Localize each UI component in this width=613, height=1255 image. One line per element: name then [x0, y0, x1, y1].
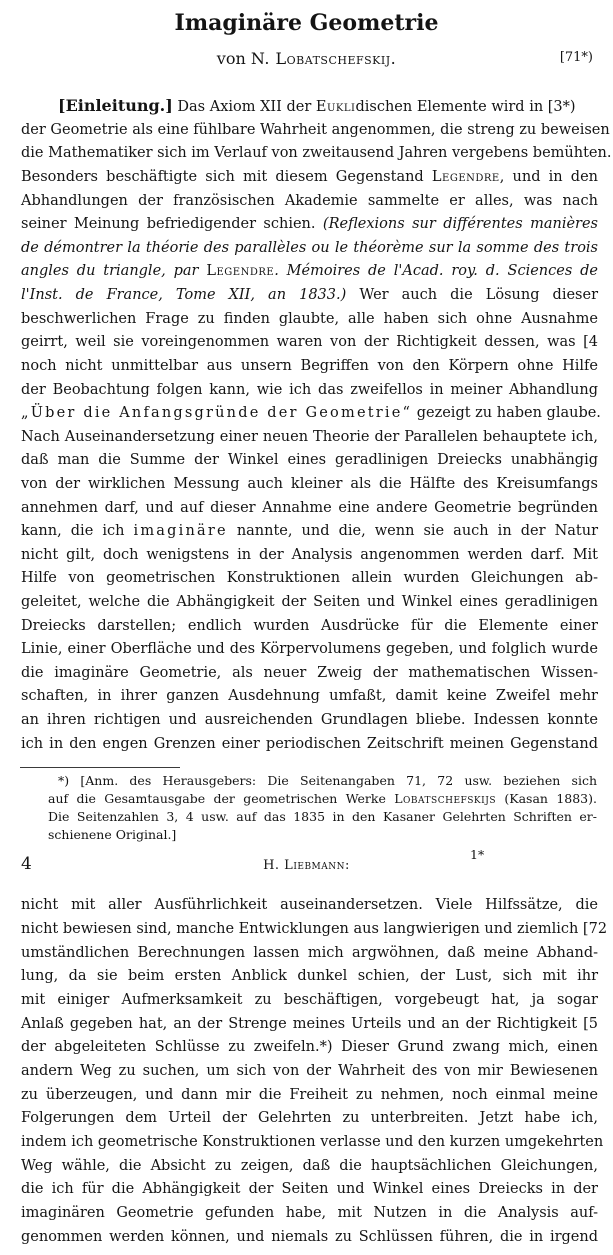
text-line: schaften, in ihrer ganzen Ausdehnung umfaßt, damit keine Zweifel mehr	[21, 688, 598, 704]
text-line: geirrt, weil sie voreingenommen waren von der Richtigkeit dessen, was [4	[21, 334, 598, 350]
name-legendre: Legendre	[206, 263, 275, 279]
text-fragment: kann, die ich	[21, 523, 125, 539]
text-line: Hilfe von geometrischen Konstruktionen allein wurden Gleichungen ab-	[21, 570, 598, 586]
text-line: der Geometrie als eine fühlbare Wahrheit angenommen, die streng zu beweisen	[21, 122, 610, 138]
page-title: Imaginäre Geometrie	[174, 10, 439, 36]
text-fragment: l'Inst. de France, Tome XII, an 1833.)	[21, 287, 347, 303]
emphasis: imaginäre	[133, 523, 228, 539]
text-fragment: Wer auch die Lösung dieser	[359, 287, 598, 303]
text-line: die ich für die Abhängigkeit der Seiten und Winkel eines Dreiecks in der	[21, 1181, 598, 1197]
text-line: der abgeleiteten Schlüsse zu zweifeln.*) Dieser Grund zwang mich, einen	[21, 1039, 598, 1055]
text-line	[21, 260, 598, 282]
text-line: nicht bewiesen sind, manche Entwicklungen aus langwierigen und ziemlich [72	[21, 921, 608, 937]
text-line: de démontrer la théorie des parallèles ou le théorème sur la somme des trois	[21, 240, 598, 256]
footnote-line: schienene Original.]	[48, 827, 177, 842]
text-line: von der wirklichen Messung auch kleiner als die Hälfte des Kreisumfangs	[21, 476, 598, 492]
text-line: Abhandlungen der französischen Akademie sammelte er alles, was nach	[21, 193, 598, 209]
text-line: imaginären Geometrie gefunden habe, mit Nutzen in die Analysis auf-	[21, 1205, 598, 1221]
text-line: genommen werden können, und niemals zu Schlüssen führen, die in irgend	[21, 1229, 598, 1245]
text-fragment: auf die Gesamtausgabe der geometrischen Werke	[48, 791, 386, 806]
text-line: nicht mit aller Ausführlichkeit auseinandersetzen. Viele Hilfssätze, die	[21, 897, 598, 913]
footnote-line	[48, 790, 597, 808]
text-line	[21, 166, 598, 188]
page-number: 4	[21, 854, 32, 874]
text-line	[21, 402, 601, 424]
text-line: umständlichen Berechnungen lassen mich argwöhnen, daß meine Abhand-	[21, 945, 598, 961]
section-heading: [Einleitung.]	[58, 96, 173, 115]
name-legendre: Legendre	[431, 169, 500, 185]
author-prefix: von	[216, 49, 246, 68]
page-marker: [71*)	[559, 50, 593, 65]
text-line: lung, da sie beim ersten Anblick dunkel schien, der Lust, sich mit ihr	[21, 968, 598, 984]
text-line: an ihren richtigen und ausreichenden Grundlagen bliebe. Indessen konnte	[21, 712, 598, 728]
text-line: Nach Auseinandersetzung einer neuen Theorie der Parallelen behauptete ich,	[21, 429, 598, 445]
text-line: indem ich geometrische Konstruktionen verlasse und den kurzen umgekehrten	[21, 1134, 604, 1150]
text-fragment: (Kasan 1883).	[504, 791, 597, 806]
text-line: annehmen darf, und auf dieser Annahme eine andere Geometrie begründen	[21, 500, 598, 516]
text-line: Anlaß gegeben hat, an der Strenge meines Urteils und an der Richtigkeit [5	[21, 1016, 598, 1032]
text-line: die imaginäre Geometrie, als neuer Zweig der mathematischen Wissen-	[21, 665, 598, 681]
text-line: zu überzeugen, und dann mir die Freiheit zu nehmen, noch einmal meine	[21, 1087, 598, 1103]
text-fragment: Das Axiom XII der	[177, 99, 312, 115]
text-line: beschwerlichen Frage zu finden glaubte, alle haben sich ohne Ausnahme	[21, 311, 598, 327]
text-line: ich in den engen Grenzen einer periodischen Zeitschrift meinen Gegenstand	[21, 736, 598, 752]
text-line: Folgerungen dem Urteil der Gelehrten zu unterbreiten. Jetzt habe ich,	[21, 1110, 598, 1126]
text-line: geleitet, welche die Abhängigkeit der Seiten und Winkel eines geradlinigen	[21, 594, 598, 610]
text-line: Weg wähle, die Absicht zu zeigen, daß die hauptsächlichen Gleichungen,	[21, 1158, 598, 1174]
text-fragment: gezeigt zu haben glaube.	[416, 405, 601, 421]
running-head: H. Liebmann:	[263, 858, 350, 873]
text-fragment: dischen Elemente wird in [3*)	[355, 99, 576, 115]
author-name: N. Lobatschefskij.	[250, 49, 397, 68]
text-line	[58, 95, 576, 118]
text-line: noch nicht unmittelbar aus unsern Begriffen von den Körpern ohne Hilfe	[21, 358, 598, 374]
footnote-divider	[20, 767, 180, 768]
text-line: Linie, einer Oberfläche und des Körpervolumens gegeben, und folglich wurde	[21, 641, 598, 657]
text-fragment: (Reflexions sur différentes manières	[322, 216, 598, 232]
name-euklid: Eukli	[315, 99, 356, 115]
text-line: die Mathematiker sich im Verlauf von zweitausend Jahren vergebens bemühten.	[21, 145, 612, 161]
signature-mark: 1*	[470, 847, 485, 862]
text-fragment: angles du triangle, par	[21, 263, 199, 279]
cited-title: „Über die Anfangsgründe der Geometrie“	[21, 405, 413, 421]
footnote-line: Die Seitenzahlen 3, 4 usw. auf das 1835 in den Kasaner Gelehrten Schriften er-	[48, 809, 597, 824]
text-line: Dreiecks darstellen; endlich wurden Ausdrücke für die Elemente einer	[21, 618, 598, 634]
text-fragment: . Mémoires de l'Acad. roy. d. Sciences de	[274, 263, 598, 279]
footnote-line: *) [Anm. des Herausgebers: Die Seitenangaben 71, 72 usw. beziehen sich	[58, 773, 597, 788]
text-line: mit einiger Aufmerksamkeit zu beschäftigen, vorgebeugt hat, ja sogar	[21, 992, 598, 1008]
text-line	[21, 213, 598, 235]
text-line: andern Weg zu suchen, um sich von der Wahrheit des von mir Bewiesenen	[21, 1063, 598, 1079]
text-line: nicht gilt, doch wenigstens in der Analysis angenommen werden darf. Mit	[21, 547, 598, 563]
text-line: der Beobachtung folgen kann, wie ich das zweifellos in meiner Abhandlung	[21, 382, 598, 398]
author-line	[0, 48, 613, 70]
text-fragment: Besonders beschäftigte sich mit diesem Gegenstand	[21, 169, 424, 185]
text-fragment: nannte, und die, wenn sie auch in der Natur	[236, 523, 598, 539]
text-fragment: , und in den	[499, 169, 599, 185]
name-lobatschefskij: Lobatschefskijs	[394, 791, 496, 806]
text-line: daß man die Summe der Winkel eines geradlinigen Dreiecks unabhängig	[21, 452, 598, 468]
text-line	[21, 520, 598, 542]
text-line	[21, 284, 598, 306]
text-fragment: seiner Meinung befriedigender schien.	[21, 216, 316, 232]
